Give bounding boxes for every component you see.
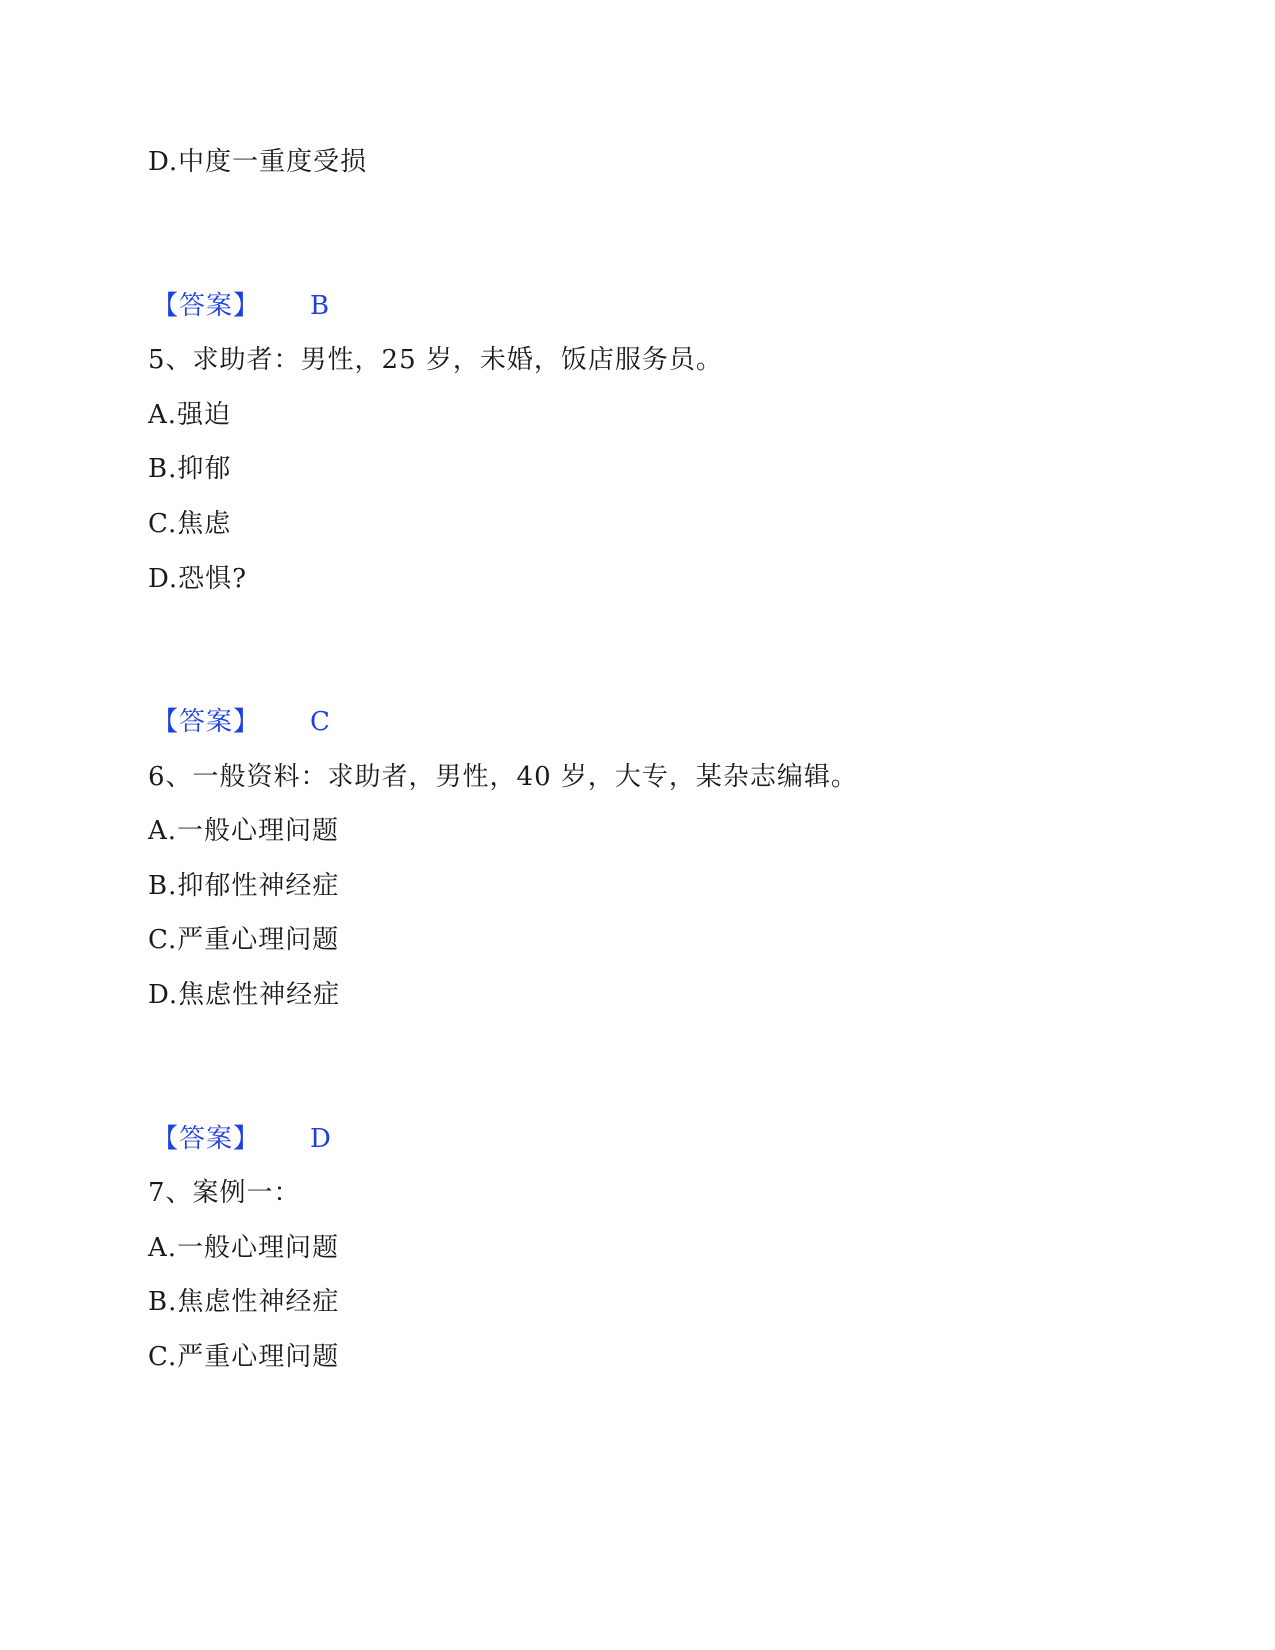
answer-6 <box>152 1122 331 1156</box>
answer-value: D <box>310 1124 331 1154</box>
answer-label: 【答案】 <box>152 1124 261 1154</box>
answer-value: B <box>310 291 330 321</box>
question-5-option-a: A.强迫 <box>148 400 232 430</box>
answer-label: 【答案】 <box>152 707 261 737</box>
question-7-option-b: B.焦虑性神经症 <box>148 1287 340 1317</box>
answer-4 <box>152 289 329 323</box>
question-6-option-d: D.焦虑性神经症 <box>148 980 341 1010</box>
question-6-stem: 6、一般资料：求助者，男性，40 岁，大专，某杂志编辑。 <box>148 762 858 792</box>
question-7-option-a: A.一般心理问题 <box>148 1233 340 1263</box>
question-5-stem: 5、求助者：男性，25 岁，未婚，饭店服务员。 <box>148 345 723 375</box>
question-4-option-d: D.中度一重度受损 <box>148 147 368 177</box>
answer-label: 【答案】 <box>152 291 261 321</box>
question-6-option-a: A.一般心理问题 <box>148 816 340 846</box>
question-6-option-b: B.抑郁性神经症 <box>148 871 340 901</box>
answer-value: C <box>310 707 330 737</box>
question-5-option-d: D.恐惧? <box>148 564 248 594</box>
question-6-option-c: C.严重心理问题 <box>148 925 340 955</box>
question-7-stem: 7、案例一： <box>148 1178 301 1208</box>
question-5-option-c: C.焦虑 <box>148 509 232 539</box>
answer-5 <box>152 705 330 739</box>
question-5-option-b: B.抑郁 <box>148 454 232 484</box>
question-7-option-c: C.严重心理问题 <box>148 1342 340 1372</box>
